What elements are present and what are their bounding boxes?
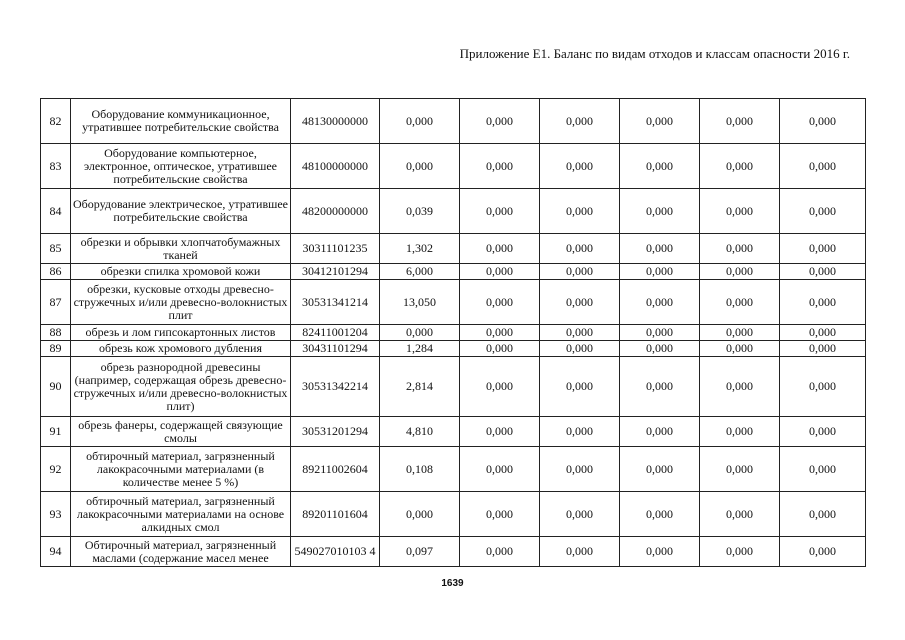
row-number-cell: 88 <box>41 325 71 341</box>
value-cell: 0,000 <box>460 189 540 234</box>
value-cell: 0,000 <box>700 492 780 537</box>
value-cell: 0,000 <box>780 447 866 492</box>
value-cell: 0,000 <box>380 492 460 537</box>
waste-code-cell: 30531201294 <box>291 417 380 447</box>
table-row <box>41 99 866 144</box>
value-cell: 0,000 <box>620 144 700 189</box>
waste-code-cell: 30531342214 <box>291 357 380 417</box>
value-cell: 0,097 <box>380 537 460 567</box>
value-cell: 0,000 <box>700 264 780 280</box>
value-cell: 0,000 <box>540 234 620 264</box>
value-cell: 0,000 <box>620 234 700 264</box>
value-cell: 0,000 <box>780 357 866 417</box>
value-cell: 0,000 <box>700 189 780 234</box>
waste-name-cell: Обтирочный материал, загрязненный маслами (содержание масел менее <box>71 537 291 567</box>
value-cell: 1,302 <box>380 234 460 264</box>
value-cell: 0,000 <box>460 99 540 144</box>
table-row <box>41 280 866 325</box>
waste-name-cell: обрезки и обрывки хлопчатобумажных тканей <box>71 234 291 264</box>
waste-name-cell: обтирочный материал, загрязненный лакокрасочными материалами на основе алкидных смол <box>71 492 291 537</box>
value-cell: 1,284 <box>380 341 460 357</box>
waste-name-cell: обрезки, кусковые отходы древесно-стружечных и/или древесно-волокнистых плит <box>71 280 291 325</box>
value-cell: 4,810 <box>380 417 460 447</box>
row-number-cell: 93 <box>41 492 71 537</box>
value-cell: 0,000 <box>700 280 780 325</box>
value-cell: 0,000 <box>460 357 540 417</box>
value-cell: 0,000 <box>620 280 700 325</box>
value-cell: 0,000 <box>700 537 780 567</box>
value-cell: 0,000 <box>460 447 540 492</box>
waste-code-cell: 48100000000 <box>291 144 380 189</box>
row-number-cell: 83 <box>41 144 71 189</box>
value-cell: 0,000 <box>460 234 540 264</box>
value-cell: 0,000 <box>780 492 866 537</box>
value-cell: 0,108 <box>380 447 460 492</box>
waste-code-cell: 82411001204 <box>291 325 380 341</box>
value-cell: 0,000 <box>540 144 620 189</box>
value-cell: 0,000 <box>780 99 866 144</box>
waste-code-cell: 30412101294 <box>291 264 380 280</box>
value-cell: 0,000 <box>540 264 620 280</box>
waste-name-cell: обтирочный материал, загрязненный лакокрасочными материалами (в количестве менее 5 %) <box>71 447 291 492</box>
value-cell: 0,000 <box>460 341 540 357</box>
waste-code-cell: 30431101294 <box>291 341 380 357</box>
value-cell: 0,000 <box>460 492 540 537</box>
row-number-cell: 94 <box>41 537 71 567</box>
waste-name-cell: обрезь разнородной древесины (например, содержащая обрезь древесно-стружечных и/или древесно-волокнистых плит) <box>71 357 291 417</box>
value-cell: 0,000 <box>620 264 700 280</box>
waste-code-cell: 89201101604 <box>291 492 380 537</box>
value-cell: 0,000 <box>780 234 866 264</box>
row-number-cell: 84 <box>41 189 71 234</box>
row-number-cell: 90 <box>41 357 71 417</box>
waste-name-cell: обрезь и лом гипсокартонных листов <box>71 325 291 341</box>
value-cell: 0,000 <box>780 280 866 325</box>
row-number-cell: 92 <box>41 447 71 492</box>
value-cell: 0,000 <box>780 189 866 234</box>
table-row <box>41 357 866 417</box>
value-cell: 0,000 <box>540 189 620 234</box>
value-cell: 0,000 <box>780 341 866 357</box>
value-cell: 0,000 <box>460 537 540 567</box>
value-cell: 0,000 <box>540 99 620 144</box>
value-cell: 0,000 <box>540 447 620 492</box>
value-cell: 0,000 <box>700 144 780 189</box>
value-cell: 0,000 <box>460 280 540 325</box>
row-number-cell: 86 <box>41 264 71 280</box>
value-cell: 0,000 <box>540 341 620 357</box>
value-cell: 0,000 <box>620 417 700 447</box>
value-cell: 0,000 <box>620 341 700 357</box>
table-row <box>41 417 866 447</box>
waste-code-cell: 30531341214 <box>291 280 380 325</box>
waste-name-cell: обрезки спилка хромовой кожи <box>71 264 291 280</box>
value-cell: 0,000 <box>540 537 620 567</box>
value-cell: 0,000 <box>620 447 700 492</box>
waste-code-cell: 30311101235 <box>291 234 380 264</box>
value-cell: 0,000 <box>540 357 620 417</box>
waste-code-cell: 48200000000 <box>291 189 380 234</box>
row-number-cell: 89 <box>41 341 71 357</box>
waste-name-cell: Оборудование компьютерное, электронное, оптическое, утратившее потребительские свойства <box>71 144 291 189</box>
waste-code-cell: 549027010103 4 <box>291 537 380 567</box>
value-cell: 0,000 <box>780 144 866 189</box>
value-cell: 0,000 <box>460 417 540 447</box>
value-cell: 0,000 <box>380 99 460 144</box>
table-row <box>41 341 866 357</box>
row-number-cell: 85 <box>41 234 71 264</box>
table-row <box>41 447 866 492</box>
value-cell: 0,000 <box>780 264 866 280</box>
value-cell: 6,000 <box>380 264 460 280</box>
value-cell: 0,000 <box>380 325 460 341</box>
value-cell: 0,000 <box>460 264 540 280</box>
table-row <box>41 537 866 567</box>
value-cell: 0,000 <box>780 417 866 447</box>
value-cell: 0,000 <box>780 325 866 341</box>
waste-name-cell: Оборудование коммуникационное, утратившее потребительские свойства <box>71 99 291 144</box>
value-cell: 0,000 <box>460 325 540 341</box>
value-cell: 2,814 <box>380 357 460 417</box>
table-row <box>41 325 866 341</box>
page-heading: Приложение Е1. Баланс по видам отходов и классам опасности 2016 г. <box>459 46 850 61</box>
value-cell: 0,000 <box>700 417 780 447</box>
waste-name-cell: Оборудование электрическое, утратившее потребительские свойства <box>71 189 291 234</box>
value-cell: 0,000 <box>700 325 780 341</box>
value-cell: 0,000 <box>540 325 620 341</box>
value-cell: 0,000 <box>540 417 620 447</box>
value-cell: 0,000 <box>460 144 540 189</box>
value-cell: 0,000 <box>700 341 780 357</box>
value-cell: 0,000 <box>380 144 460 189</box>
row-number-cell: 87 <box>41 280 71 325</box>
value-cell: 0,000 <box>700 99 780 144</box>
value-cell: 13,050 <box>380 280 460 325</box>
value-cell: 0,000 <box>540 280 620 325</box>
value-cell: 0,000 <box>540 492 620 537</box>
page-number: 1639 <box>441 578 464 589</box>
table-row <box>41 492 866 537</box>
waste-balance-table <box>40 98 866 567</box>
value-cell: 0,000 <box>700 447 780 492</box>
waste-code-cell: 48130000000 <box>291 99 380 144</box>
value-cell: 0,000 <box>700 234 780 264</box>
value-cell: 0,000 <box>620 99 700 144</box>
value-cell: 0,000 <box>620 492 700 537</box>
value-cell: 0,000 <box>620 357 700 417</box>
row-number-cell: 91 <box>41 417 71 447</box>
value-cell: 0,000 <box>780 537 866 567</box>
waste-name-cell: обрезь кож хромового дубления <box>71 341 291 357</box>
table-row <box>41 144 866 189</box>
table-row <box>41 189 866 234</box>
waste-name-cell: обрезь фанеры, содержащей связующие смолы <box>71 417 291 447</box>
value-cell: 0,000 <box>620 189 700 234</box>
value-cell: 0,000 <box>700 357 780 417</box>
waste-code-cell: 89211002604 <box>291 447 380 492</box>
value-cell: 0,039 <box>380 189 460 234</box>
table-row <box>41 234 866 264</box>
value-cell: 0,000 <box>620 537 700 567</box>
value-cell: 0,000 <box>620 325 700 341</box>
row-number-cell: 82 <box>41 99 71 144</box>
table-row <box>41 264 866 280</box>
